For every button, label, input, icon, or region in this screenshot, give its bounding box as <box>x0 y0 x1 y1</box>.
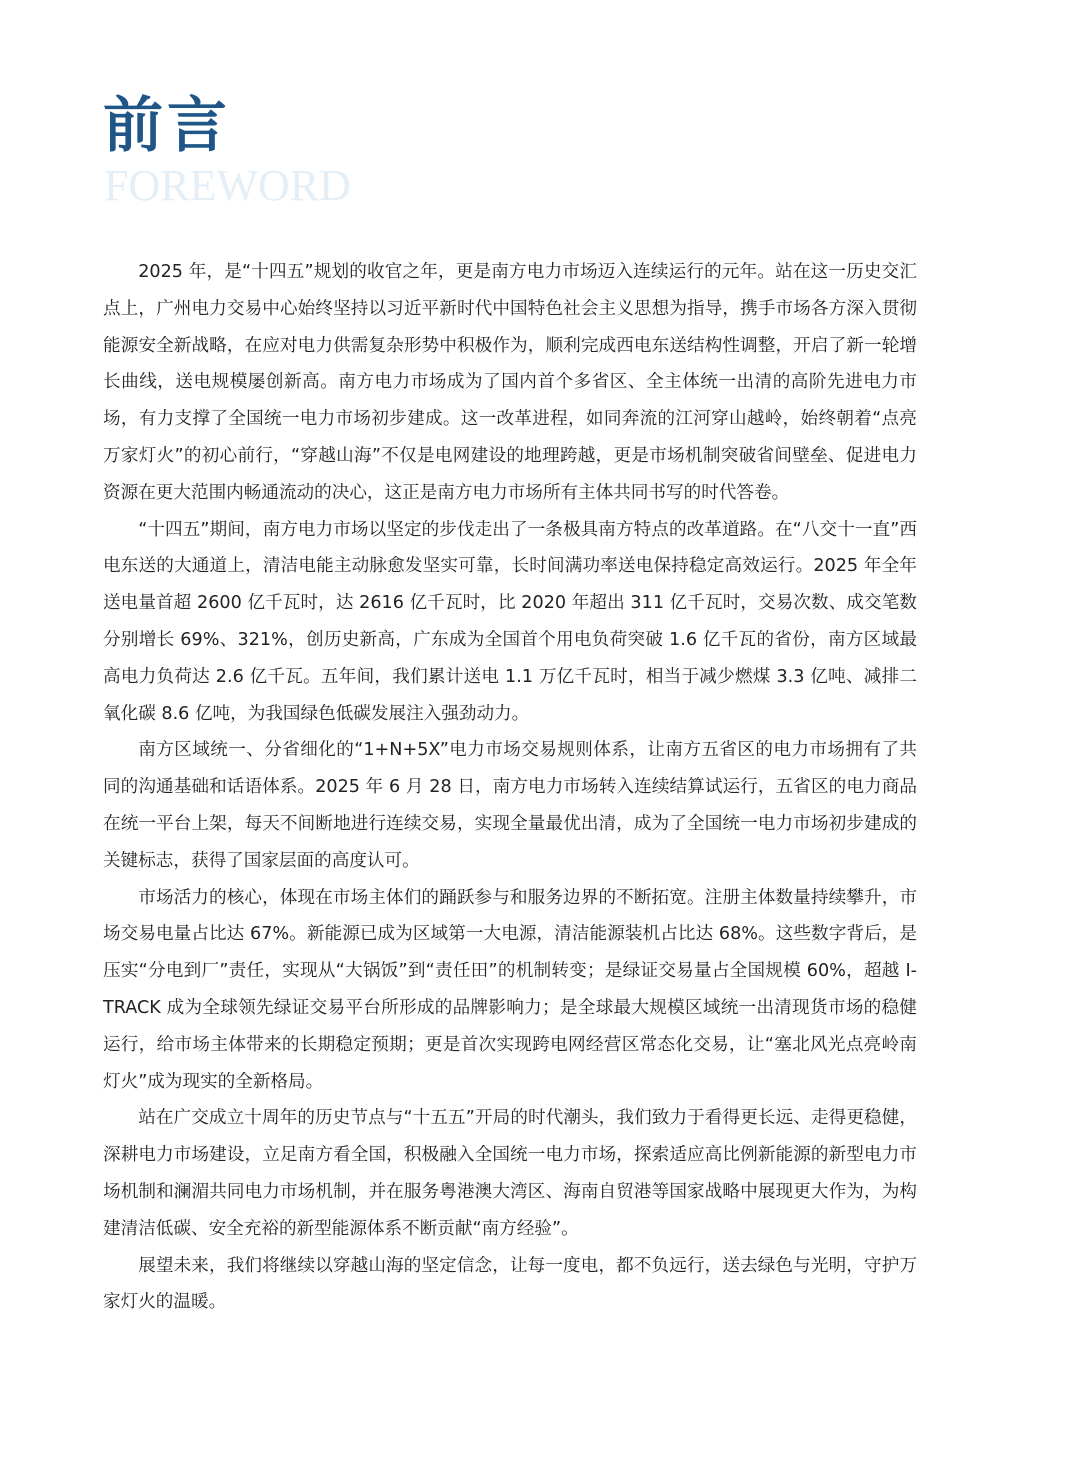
paragraph: 站在广交成立十周年的历史节点与“十五五”开局的时代潮头，我们致力于看得更长远、走得更稳健，深耕电力市场建设，立足南方看全国，积极融入全国统一电力市场，探索适应高比例新能源的新型电力市场机制和澜湄共同电力市场机制，并在服务粤港澳大湾区、海南自贸港等国家战略中展现更大作为，为构建清洁低碳、安全充裕的新型能源体系不断贡献“南方经验”。 <box>103 1108 917 1239</box>
paragraph: 展望未来，我们将继续以穿越山海的坚定信念，让每一度电，都不负远行，送去绿色与光明，守护万家灯火的温暖。 <box>103 1255 917 1313</box>
foreword-body <box>103 254 917 1321</box>
page-subtitle-english: FOREWORD <box>104 161 351 210</box>
paragraph: 市场活力的核心，体现在市场主体们的踊跃参与和服务边界的不断拓宽。注册主体数量持续攀升，市场交易电量占比达 67%。新能源已成为区域第一大电源，清洁能源装机占比达 68%。这些数字背后，是压实“分电到厂”责任，实现从“大锅饭”到“责任田”的机制转变；是绿证交易量占全国规模 60%，超越 I-TRACK 成为全球领先绿证交易平台所形成的品牌影响力；是全球最大规模区域统一出清现货市场的稳健运行，给市场主体带来的长期稳定预期；更是首次实现跨电网经营区常态化交易，让“塞北风光点亮岭南灯火”成为现实的全新格局。 <box>103 887 917 1092</box>
paragraph: 南方区域统一、分省细化的“1+N+5X”电力市场交易规则体系，让南方五省区的电力市场拥有了共同的沟通基础和话语体系。2025 年 6 月 28 日，南方电力市场转入连续结算试运行，五省区的电力商品在统一平台上架，每天不间断地进行连续交易，实现全量最优出清，成为了全国统一电力市场初步建成的关键标志，获得了国家层面的高度认可。 <box>103 740 917 871</box>
paragraph: 2025 年，是“十四五”规划的收官之年，更是南方电力市场迈入连续运行的元年。站在这一历史交汇点上，广州电力交易中心始终坚持以习近平新时代中国特色社会主义思想为指导，携手市场各方深入贯彻能源安全新战略，在应对电力供需复杂形势中积极作为，顺利完成西电东送结构性调整，开启了新一轮增长曲线，送电规模屡创新高。南方电力市场成为了国内首个多省区、全主体统一出清的高阶先进电力市场，有力支撑了全国统一电力市场初步建成。这一改革进程，如同奔流的江河穿山越岭，始终朝着“点亮万家灯火”的初心前行，“穿越山海”不仅是电网建设的地理跨越，更是市场机制突破省间壁垒、促进电力资源在更大范围内畅通流动的决心，这正是南方电力市场所有主体共同书写的时代答卷。 <box>103 262 917 503</box>
paragraph: “十四五”期间，南方电力市场以坚定的步伐走出了一条极具南方特点的改革道路。在“八交十一直”西电东送的大通道上，清洁电能主动脉愈发坚实可靠，长时间满功率送电保持稳定高效运行。2025 年全年送电量首超 2600 亿千瓦时，达 2616 亿千瓦时，比 2020 年超出 311 亿千瓦时，交易次数、成交笔数分别增长 69%、321%，创历史新高，广东成为全国首个用电负荷突破 1.6 亿千瓦的省份，南方区域最高电力负荷达 2.6 亿千瓦。五年间，我们累计送电 1.1 万亿千瓦时，相当于减少燃煤 3.3 亿吨、减排二氧化碳 8.6 亿吨，为我国绿色低碳发展注入强劲动力。 <box>103 519 917 724</box>
page-title: 前言 <box>103 91 231 161</box>
